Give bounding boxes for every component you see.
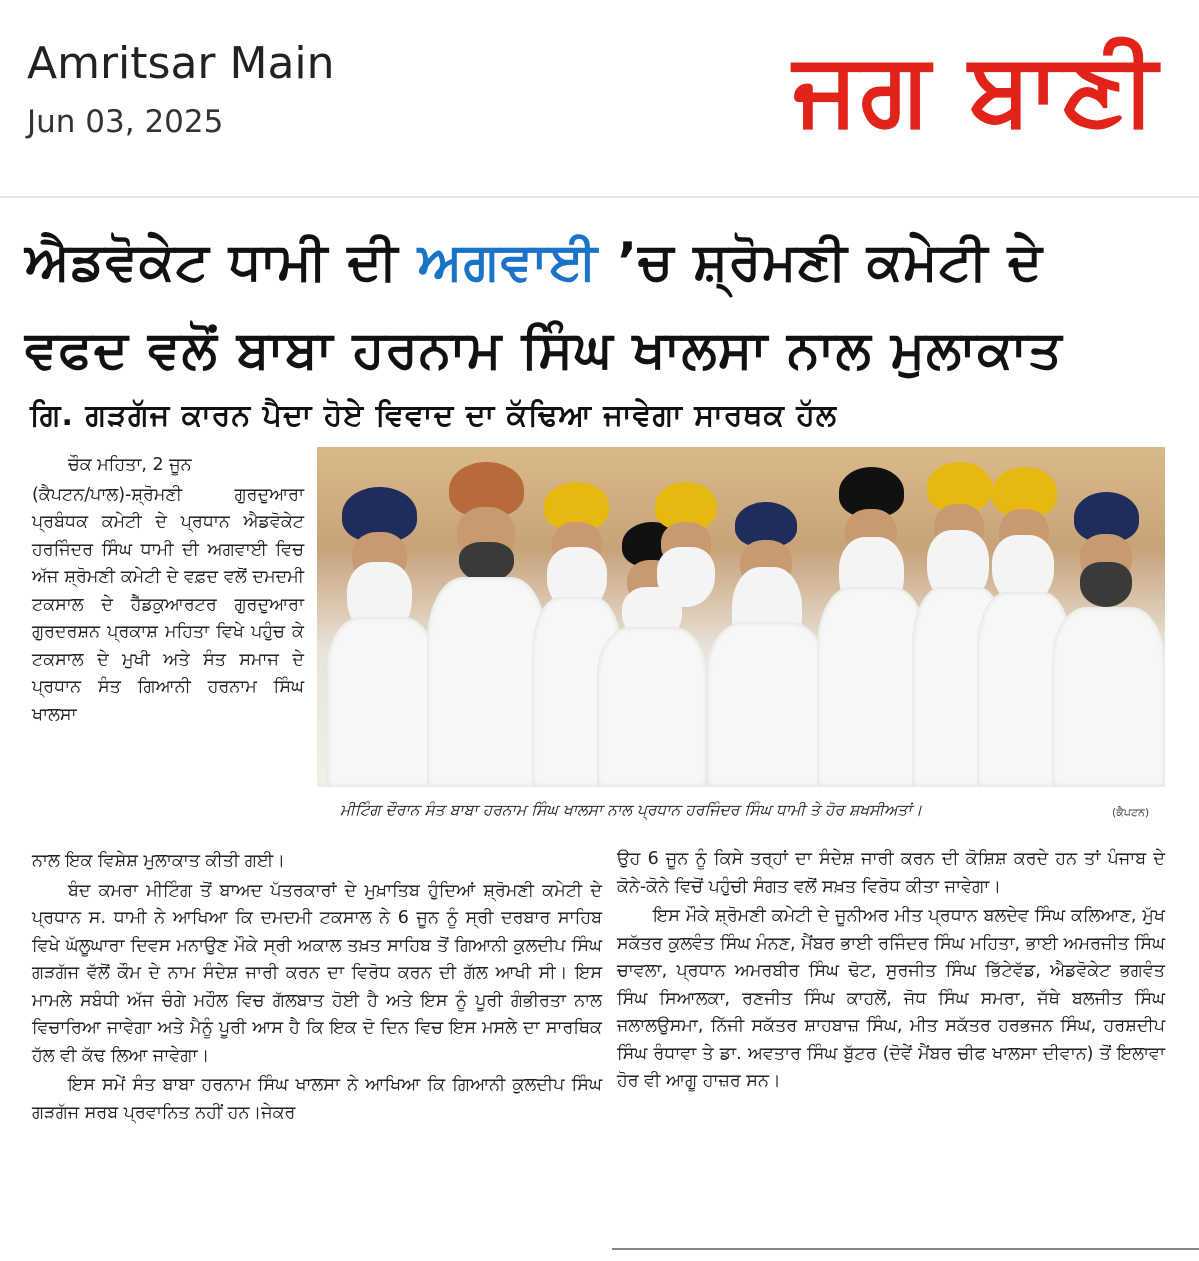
para1-text: ਸ਼੍ਰੋਮਣੀ ਗੁਰਦੁਆਰਾ ਪ੍ਰਬੰਧਕ ਕਮੇਟੀ ਦੇ ਪ੍ਰਧਾਨ ਐਡਵੋਕੇਟ ਹਰਜਿੰਦਰ ਸਿੰਘ ਧਾਮੀ ਦੀ ਅਗਵਾਈ ਵਿਚ ਅੱਜ ਸ਼੍ਰੋਮਣੀ ਕਮੇਟੀ ਦੇ ਵਫ਼ਦ ਵਲੋਂ ਦਮਦਮੀ ਟਕਸਾਲ ਦੇ ਹੈੱਡਕੁਆਰਟਰ ਗੁਰਦੁਆਰਾ ਗੁਰਦਰਸ਼ਨ ਪ੍ਰਕਾਸ਼ ਮਹਿਤਾ ਵਿਖੇ ਪਹੁੰਚ ਕੇ ਟਕਸਾਲ ਦੇ ਮੁਖੀ ਅਤੇ ਸੰਤ ਸਮਾਜ ਦੇ ਪ੍ਰਧਾਨ ਸੰਤ ਗਿਆਨੀ ਹਰਨਾਮ ਸਿੰਘ ਖਾਲਸਾ (32, 484, 304, 725)
article-column-right (617, 846, 1165, 1098)
article-paragraph-5: ਇਸ ਮੌਕੇ ਸ਼੍ਰੋਮਣੀ ਕਮੇਟੀ ਦੇ ਜੂਨੀਅਰ ਮੀਤ ਪ੍ਰਧਾਨ ਬਲਦੇਵ ਸਿੰਘ ਕਲਿਆਣ, ਮੁੱਖ ਸਕੱਤਰ ਕੁਲਵੰਤ ਸਿੰਘ ਮੰਨਣ, ਮੈਂਬਰ ਭਾਈ ਰਜਿੰਦਰ ਸਿੰਘ ਮਹਿਤਾ, ਭਾਈ ਅਮਰਜੀਤ ਸਿੰਘ ਚਾਵਲਾ, ਪ੍ਰਧਾਨ ਅਮਰਬੀਰ ਸਿੰਘ ਢੋਟ, ਸੁਰਜੀਤ ਸਿੰਘ ਭਿੱਟੇਵੱਡ, ਐਡਵੋਕੇਟ ਭਗਵੰਤ ਸਿੰਘ ਸਿਆਲਕਾ, ਰਣਜੀਤ ਸਿੰਘ ਕਾਹਲੋਂ, ਜੋਧ ਸਿੰਘ ਸਮਰਾ, ਜੱਥੇ ਬਲਜੀਤ ਸਿੰਘ ਜਲਾਲਉਸਮਾ, ਨਿੱਜੀ ਸਕੱਤਰ ਸ਼ਾਹਬਾਜ਼ ਸਿੰਘ, ਮੀਤ ਸਕੱਤਰ ਹਰਭਜਨ ਸਿੰਘ, ਹਰਸ਼ਦੀਪ ਸਿੰਘ ਰੰਧਾਵਾ ਤੇ ਡਾ. ਅਵਤਾਰ ਸਿੰਘ ਬੁੱਟਰ (ਦੋਵੇਂ ਮੈਂਬਰ ਚੀਫ ਖਾਲਸਾ ਦੀਵਾਨ) ਤੋਂ ਇਲਾਵਾ ਹੋਰ ਵੀ ਆਗੂ ਹਾਜ਼ਰ ਸਨ। (617, 906, 1165, 1091)
edition-date: Jun 03, 2025 (27, 104, 224, 140)
headline-line-1 (25, 232, 1170, 292)
article-paragraph-3: ਇਸ ਸਮੇਂ ਸੰਤ ਬਾਬਾ ਹਰਨਾਮ ਸਿੰਘ ਖਾਲਸਾ ਨੇ ਆਖਿਆ ਕਿ ਗਿਆਨੀ ਕੁਲਦੀਪ ਸਿੰਘ ਗੜਗੱਜ ਸਰਬ ਪ੍ਰਵਾਨਿਤ ਨਹੀਂ ਹਨ।ਜੇਕਰ (32, 1075, 602, 1123)
photo-credit: (ਕੈਪਟਨ) (1112, 806, 1150, 819)
article-photo (317, 447, 1165, 787)
edition-title: Amritsar Main (27, 38, 335, 89)
header-divider (0, 196, 1199, 198)
headline-line-2: ਵਫਦ ਵਲੋਂ ਬਾਬਾ ਹਰਨਾਮ ਸਿੰਘ ਖਾਲਸਾ ਨਾਲ ਮੁਲਾਕਾਤ (25, 320, 1063, 380)
byline: (ਕੈਪਟਨ/ਪਾਲ)- (32, 484, 132, 505)
article-column-left-bottom (32, 848, 602, 1129)
article-paragraph-1 (32, 482, 304, 730)
article-paragraph-2: ਬੰਦ ਕਮਰਾ ਮੀਟਿੰਗ ਤੋਂ ਬਾਅਦ ਪੱਤਰਕਾਰਾਂ ਦੇ ਮੁਖ਼ਾਤਿਬ ਹੁੰਦਿਆਂ ਸ਼੍ਰੋਮਣੀ ਕਮੇਟੀ ਦੇ ਪ੍ਰਧਾਨ ਸ. ਧਾਮੀ ਨੇ ਆਖਿਆ ਕਿ ਦਮਦਮੀ ਟਕਸਾਲ ਨੇ 6 ਜੂਨ ਨੂੰ ਸ੍ਰੀ ਦਰਬਾਰ ਸਾਹਿਬ ਵਿਖੇ ਘੱਲੂਘਾਰਾ ਦਿਵਸ ਮਨਾਉਣ ਮੌਕੇ ਸ੍ਰੀ ਅਕਾਲ ਤਖ਼ਤ ਸਾਹਿਬ ਤੋਂ ਗਿਆਨੀ ਕੁਲਦੀਪ ਸਿੰਘ ਗੜਗੱਜ ਵੱਲੋਂ ਕੌਮ ਦੇ ਨਾਮ ਸੰਦੇਸ਼ ਜਾਰੀ ਕਰਨ ਦਾ ਵਿਰੋਧ ਕਰਨ ਦੀ ਗੱਲ ਆਖੀ ਸੀ। ਇਸ ਮਾਮਲੇ ਸਬੰਧੀ ਅੱਜ ਚੰਗੇ ਮਹੌਲ ਵਿਚ ਗੱਲਬਾਤ ਹੋਈ ਹੈ ਅਤੇ ਇਸ ਨੂੰ ਪੂਰੀ ਗੰਭੀਰਤਾ ਨਾਲ ਵਿਚਾਰਿਆ ਜਾਵੇਗਾ ਅਤੇ ਮੈਨੂੰ ਪੂਰੀ ਆਸ ਹੈ ਕਿ ਇਕ ਦੋ ਦਿਨ ਵਿਚ ਇਸ ਮਸਲੇ ਦਾ ਸਾਰਥਿਕ ਹੱਲ ਵੀ ਕੱਢ ਲਿਆ ਜਾਵੇਗਾ। (32, 880, 602, 1066)
article-column-left-top (32, 452, 304, 731)
article-paragraph-1-end: ਨਾਲ ਇਕ ਵਿਸ਼ੇਸ਼ ਮੁਲਾਕਾਤ ਕੀਤੀ ਗਈ। (32, 851, 286, 871)
photo-caption: ਮੀਟਿੰਗ ਦੌਰਾਨ ਸੰਤ ਬਾਬਾ ਹਰਨਾਮ ਸਿੰਘ ਖਾਲਸਾ ਨਾਲ ਪ੍ਰਧਾਨ ਹਰਜਿੰਦਰ ਸਿੰਘ ਧਾਮੀ ਤੇ ਹੋਰ ਸ਼ਖਸੀਅਤਾਂ। (340, 801, 923, 819)
headline-part-1: ਐਡਵੋਕੇਟ ਧਾਮੀ ਦੀ (25, 232, 399, 292)
dateline: ਚੌਕ ਮਹਿਤਾ, 2 ਜੂਨ (68, 455, 192, 475)
headline-highlight: ਅਗਵਾਈ (417, 232, 599, 292)
newspaper-masthead-logo: ਜਗ ਬਾਣੀ (793, 30, 1159, 147)
headline-part-2: ’ਚ ਸ਼੍ਰੋਮਣੀ ਕਮੇਟੀ ਦੇ (617, 232, 1044, 292)
article-paragraph-4: ਉਹ 6 ਜੂਨ ਨੂੰ ਕਿਸੇ ਤਰ੍ਹਾਂ ਦਾ ਸੰਦੇਸ਼ ਜਾਰੀ ਕਰਨ ਦੀ ਕੋਸ਼ਿਸ਼ ਕਰਦੇ ਹਨ ਤਾਂ ਪੰਜਾਬ ਦੇ ਕੋਨੇ-ਕੋਨੇ ਵਿਚੋਂ ਪਹੁੰਚੀ ਸੰਗਤ ਵਲੋਂ ਸਖ਼ਤ ਵਿਰੋਧ ਕੀਤਾ ਜਾਵੇਗਾ। (617, 849, 1165, 897)
subheadline: ਗਿ. ਗੜਗੱਜ ਕਾਰਨ ਪੈਦਾ ਹੋਏ ਵਿਵਾਦ ਦਾ ਕੱਢਿਆ ਜਾਵੇਗਾ ਸਾਰਥਕ ਹੱਲ (30, 398, 838, 433)
bottom-divider (612, 1248, 1199, 1250)
